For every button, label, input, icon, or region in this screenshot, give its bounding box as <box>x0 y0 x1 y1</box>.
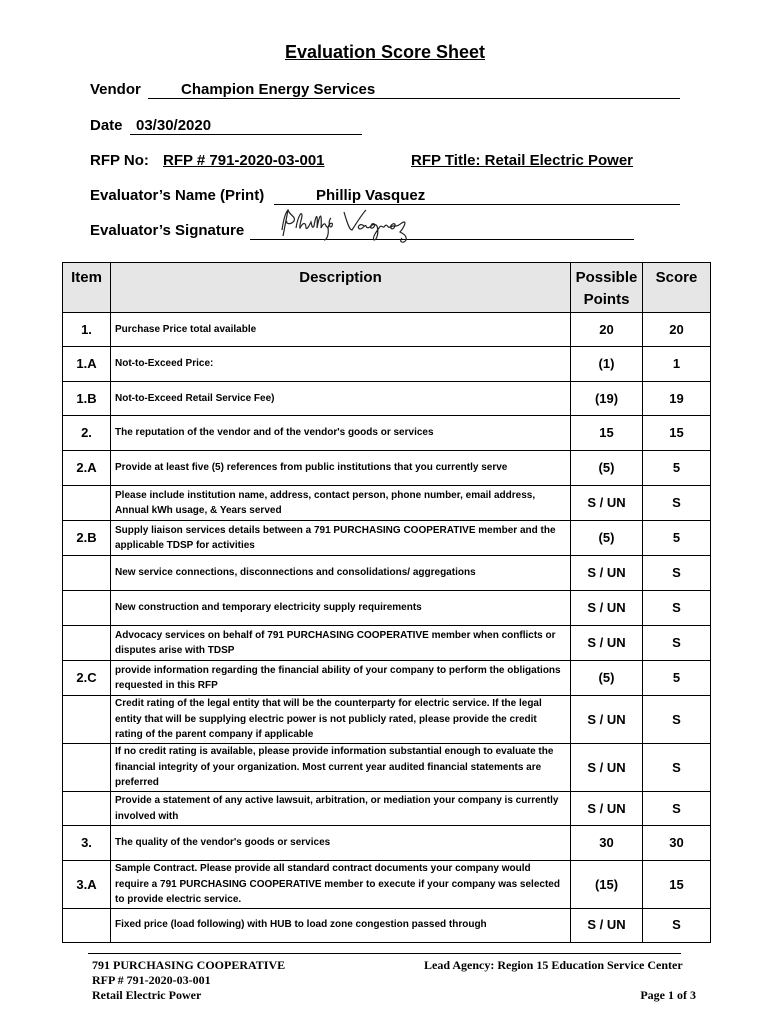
row-possible-points: (5) <box>571 451 643 486</box>
row-description: New construction and temporary electricity supply requirements <box>111 591 571 626</box>
table-row <box>63 661 711 696</box>
vendor-value: Champion Energy Services <box>181 81 376 98</box>
row-item-number <box>63 908 111 942</box>
col-header-score: Score <box>643 263 711 313</box>
table-row <box>63 826 711 861</box>
date-label: Date <box>90 117 123 134</box>
row-item-number <box>63 626 111 661</box>
row-item-number <box>63 696 111 744</box>
row-item-number <box>63 792 111 826</box>
row-item-number: 2.C <box>63 661 111 696</box>
col-header-item: Item <box>63 263 111 313</box>
row-description: Credit rating of the legal entity that will be the counterparty for electric service. If the legal entity that will be supplying electric power is not publicly rated, please provide the credit rating of the parent company if applicable <box>111 696 571 744</box>
table-row <box>63 744 711 792</box>
table-row <box>63 521 711 556</box>
footer-right <box>424 958 696 1003</box>
row-possible-points: S / UN <box>571 591 643 626</box>
evaluator-name-label: Evaluator’s Name (Print) <box>90 187 265 204</box>
table-row <box>63 591 711 626</box>
row-description: provide information regarding the financial ability of your company to perform the obligations requested in this RFP <box>111 661 571 696</box>
footer-rfp: RFP # 791-2020-03-001 <box>92 973 211 987</box>
row-item-number: 1.B <box>63 382 111 416</box>
row-score: S <box>643 744 711 792</box>
row-description: If no credit rating is available, please provide information substantial enough to evaluate the financial integrity of your organization. Most current year audited financial statements are preferred <box>111 744 571 792</box>
row-item-number: 2. <box>63 416 111 451</box>
row-score: 20 <box>643 313 711 347</box>
row-score: S <box>643 556 711 591</box>
table-row <box>63 347 711 382</box>
row-description: The reputation of the vendor and of the vendor's goods or services <box>111 416 571 451</box>
col-header-possible-points: Possible Points <box>571 263 643 313</box>
footer-lead-agency: Lead Agency: Region 15 Education Service Center <box>424 958 683 972</box>
footer-divider <box>88 953 681 954</box>
rfp-title: RFP Title: Retail Electric Power <box>411 152 634 169</box>
col-header-description: Description <box>111 263 571 313</box>
row-description: Not-to-Exceed Retail Service Fee) <box>111 382 571 416</box>
footer-rfp-title: Retail Electric Power <box>92 988 202 1002</box>
handwritten-signature <box>276 204 426 246</box>
row-description: Provide at least five (5) references from public institutions that you currently serve <box>111 451 571 486</box>
row-item-number: 2.A <box>63 451 111 486</box>
row-score: S <box>643 591 711 626</box>
row-description: Sample Contract. Please provide all standard contract documents your company would require a 791 PURCHASING COOPERATIVE member to execute if your company was selected to provide electric service. <box>111 861 571 909</box>
row-item-number <box>63 744 111 792</box>
row-description: Purchase Price total available <box>111 313 571 347</box>
row-possible-points: S / UN <box>571 486 643 521</box>
row-possible-points: S / UN <box>571 626 643 661</box>
table-row <box>63 792 711 826</box>
row-possible-points: S / UN <box>571 908 643 942</box>
row-description: The quality of the vendor's goods or services <box>111 826 571 861</box>
vendor-label: Vendor <box>90 81 141 98</box>
row-possible-points: 20 <box>571 313 643 347</box>
date-underline <box>130 134 362 135</box>
row-possible-points: (1) <box>571 347 643 382</box>
footer-left <box>92 958 285 1003</box>
row-item-number: 1.A <box>63 347 111 382</box>
vendor-underline <box>148 98 680 99</box>
row-possible-points: (5) <box>571 521 643 556</box>
row-score: 5 <box>643 661 711 696</box>
table-row <box>63 626 711 661</box>
row-score: S <box>643 626 711 661</box>
table-body <box>63 313 711 943</box>
table-row <box>63 382 711 416</box>
rfp-no-label: RFP No: <box>90 152 149 169</box>
row-item-number <box>63 486 111 521</box>
evaluation-table <box>62 262 711 943</box>
row-score: S <box>643 486 711 521</box>
table-row <box>63 451 711 486</box>
row-possible-points: (15) <box>571 861 643 909</box>
row-score: 15 <box>643 861 711 909</box>
row-possible-points: 30 <box>571 826 643 861</box>
table-row <box>63 486 711 521</box>
table-row <box>63 556 711 591</box>
row-possible-points: (19) <box>571 382 643 416</box>
row-possible-points: S / UN <box>571 744 643 792</box>
row-description: Supply liaison services details between a 791 PURCHASING COOPERATIVE member and the applicable TDSP for activities <box>111 521 571 556</box>
row-possible-points: S / UN <box>571 696 643 744</box>
row-item-number: 1. <box>63 313 111 347</box>
row-score: S <box>643 792 711 826</box>
row-description: New service connections, disconnections and consolidations/ aggregations <box>111 556 571 591</box>
table-row <box>63 861 711 909</box>
row-description: Provide a statement of any active lawsuit, arbitration, or mediation your company is currently involved with <box>111 792 571 826</box>
row-possible-points: S / UN <box>571 556 643 591</box>
row-description: Advocacy services on behalf of 791 PURCHASING COOPERATIVE member when conflicts or disputes arise with TDSP <box>111 626 571 661</box>
rfp-no-value: RFP # 791-2020-03-001 <box>163 152 325 169</box>
row-score: S <box>643 908 711 942</box>
row-score: 5 <box>643 521 711 556</box>
page-title: Evaluation Score Sheet <box>284 42 486 62</box>
row-possible-points: 15 <box>571 416 643 451</box>
row-item-number <box>63 591 111 626</box>
footer-page-number: Page 1 of 3 <box>640 988 696 1002</box>
table-row <box>63 908 711 942</box>
row-description: Please include institution name, address, contact person, phone number, email address, Annual kWh usage, & Years served <box>111 486 571 521</box>
row-score: 1 <box>643 347 711 382</box>
row-score: 5 <box>643 451 711 486</box>
row-item-number: 3.A <box>63 861 111 909</box>
row-possible-points: (5) <box>571 661 643 696</box>
table-row <box>63 696 711 744</box>
row-score: 19 <box>643 382 711 416</box>
footer-org: 791 PURCHASING COOPERATIVE <box>92 958 286 972</box>
row-score: S <box>643 696 711 744</box>
row-item-number <box>63 556 111 591</box>
evaluator-signature-label: Evaluator’s Signature <box>90 222 245 239</box>
table-row <box>63 416 711 451</box>
row-score: 30 <box>643 826 711 861</box>
table-header-row <box>63 263 711 313</box>
evaluator-name-value: Phillip Vasquez <box>316 187 426 204</box>
row-description: Fixed price (load following) with HUB to load zone congestion passed through <box>111 908 571 942</box>
table-row <box>63 313 711 347</box>
row-item-number: 2.B <box>63 521 111 556</box>
row-possible-points: S / UN <box>571 792 643 826</box>
row-description: Not-to-Exceed Price: <box>111 347 571 382</box>
row-item-number: 3. <box>63 826 111 861</box>
date-value: 03/30/2020 <box>136 117 212 134</box>
row-score: 15 <box>643 416 711 451</box>
